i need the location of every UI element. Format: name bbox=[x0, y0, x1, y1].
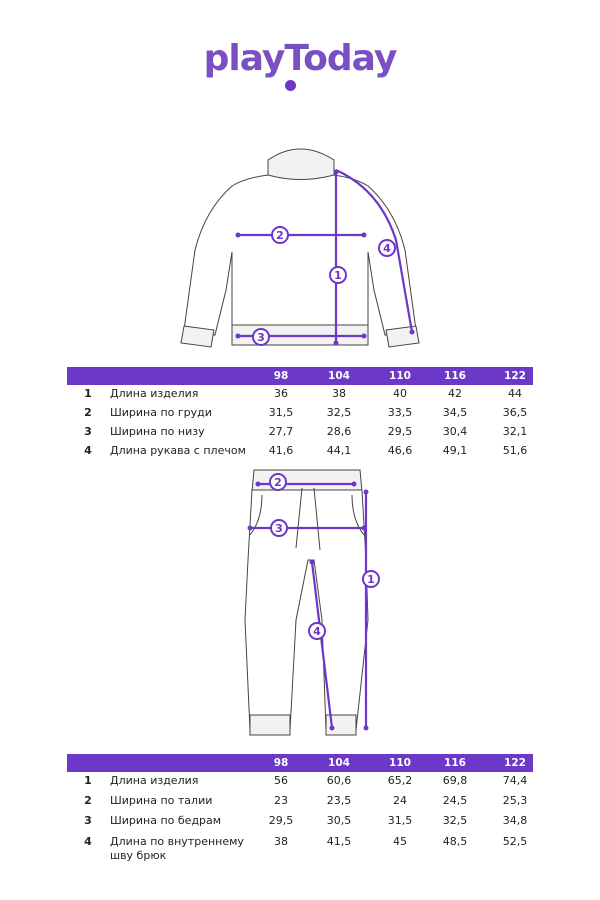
pants-size-table bbox=[67, 754, 533, 864]
row-value: 34,5 bbox=[442, 406, 468, 419]
row-value: 31,5 bbox=[268, 406, 294, 419]
table-row bbox=[67, 444, 533, 462]
row-label: Длина по внутреннему шву брюк bbox=[110, 835, 244, 862]
sweater-size-table bbox=[67, 367, 533, 463]
size-header-cell: 110 bbox=[389, 370, 411, 382]
row-value: 34,8 bbox=[502, 814, 528, 827]
row-value: 38 bbox=[274, 835, 288, 848]
row-value: 30,4 bbox=[442, 425, 468, 438]
row-label: Ширина по низу bbox=[110, 425, 205, 438]
row-value: 24 bbox=[393, 794, 407, 807]
row-value: 33,5 bbox=[387, 406, 413, 419]
table-row bbox=[67, 406, 533, 424]
row-value: 32,1 bbox=[502, 425, 528, 438]
row-value: 29,5 bbox=[268, 814, 294, 827]
row-value: 38 bbox=[332, 387, 346, 400]
marker-4-label: 4 bbox=[383, 242, 391, 255]
row-value: 41,6 bbox=[268, 444, 294, 457]
size-header-cell: 122 bbox=[504, 757, 526, 769]
table-row bbox=[67, 794, 533, 812]
row-label: Ширина по талии bbox=[110, 794, 213, 807]
size-header bbox=[67, 754, 533, 772]
row-value: 65,2 bbox=[387, 774, 413, 787]
row-value: 25,3 bbox=[502, 794, 528, 807]
marker-2-label: 2 bbox=[276, 229, 284, 242]
row-number: 4 bbox=[84, 444, 92, 457]
row-value: 23,5 bbox=[326, 794, 352, 807]
row-value: 28,6 bbox=[326, 425, 352, 438]
row-value: 44,1 bbox=[326, 444, 352, 457]
row-value: 60,6 bbox=[326, 774, 352, 787]
row-value: 44 bbox=[508, 387, 522, 400]
size-header-cell: 110 bbox=[389, 757, 411, 769]
logo-dot bbox=[285, 80, 296, 91]
size-header-cell: 98 bbox=[273, 757, 289, 769]
row-label: Длина изделия bbox=[110, 774, 199, 787]
marker-4-label: 4 bbox=[313, 625, 321, 638]
row-value: 49,1 bbox=[442, 444, 468, 457]
marker-1-label: 1 bbox=[334, 269, 342, 282]
pants-drawing bbox=[0, 465, 600, 745]
row-value: 45 bbox=[393, 835, 407, 848]
size-header-cell: 104 bbox=[328, 757, 350, 769]
row-value: 31,5 bbox=[387, 814, 413, 827]
row-number: 2 bbox=[84, 406, 92, 419]
row-value: 69,8 bbox=[442, 774, 468, 787]
row-label: Ширина по бедрам bbox=[110, 814, 222, 827]
row-value: 36 bbox=[274, 387, 288, 400]
row-label: Длина рукава с плечом bbox=[110, 444, 246, 457]
size-header bbox=[67, 367, 533, 385]
table-row bbox=[67, 387, 533, 405]
row-value: 46,6 bbox=[387, 444, 413, 457]
row-value: 23 bbox=[274, 794, 288, 807]
row-value: 42 bbox=[448, 387, 462, 400]
row-value: 30,5 bbox=[326, 814, 352, 827]
row-value: 27,7 bbox=[268, 425, 294, 438]
marker-2-label: 2 bbox=[274, 476, 282, 489]
sweater-drawing bbox=[0, 140, 600, 355]
marker-3-label: 3 bbox=[275, 522, 283, 535]
row-value: 51,6 bbox=[502, 444, 528, 457]
logo-text: playToday bbox=[203, 38, 397, 79]
row-value: 36,5 bbox=[502, 406, 528, 419]
marker-3-label: 3 bbox=[257, 331, 265, 344]
row-value: 24,5 bbox=[442, 794, 468, 807]
size-header-cell: 98 bbox=[273, 370, 289, 382]
row-label: Длина изделия bbox=[110, 387, 199, 400]
row-value: 32,5 bbox=[442, 814, 468, 827]
row-number: 3 bbox=[84, 814, 92, 827]
row-value: 29,5 bbox=[387, 425, 413, 438]
size-header-cell: 104 bbox=[328, 370, 350, 382]
row-number: 1 bbox=[84, 774, 92, 787]
row-value: 41,5 bbox=[326, 835, 352, 848]
row-value: 32,5 bbox=[326, 406, 352, 419]
row-value: 74,4 bbox=[502, 774, 528, 787]
size-header-cell: 116 bbox=[444, 370, 466, 382]
brand-logo bbox=[0, 38, 600, 79]
table-row bbox=[67, 774, 533, 792]
row-value: 56 bbox=[274, 774, 288, 787]
size-header-cell: 116 bbox=[444, 757, 466, 769]
size-header-cell: 122 bbox=[504, 370, 526, 382]
row-value: 48,5 bbox=[442, 835, 468, 848]
row-number: 2 bbox=[84, 794, 92, 807]
table-row bbox=[67, 814, 533, 832]
table-row bbox=[67, 835, 533, 865]
row-number: 4 bbox=[84, 835, 92, 848]
row-label: Ширина по груди bbox=[110, 406, 212, 419]
row-number: 1 bbox=[84, 387, 92, 400]
row-value: 40 bbox=[393, 387, 407, 400]
table-row bbox=[67, 425, 533, 443]
marker-1-label: 1 bbox=[367, 573, 375, 586]
row-value: 52,5 bbox=[502, 835, 528, 848]
row-number: 3 bbox=[84, 425, 92, 438]
